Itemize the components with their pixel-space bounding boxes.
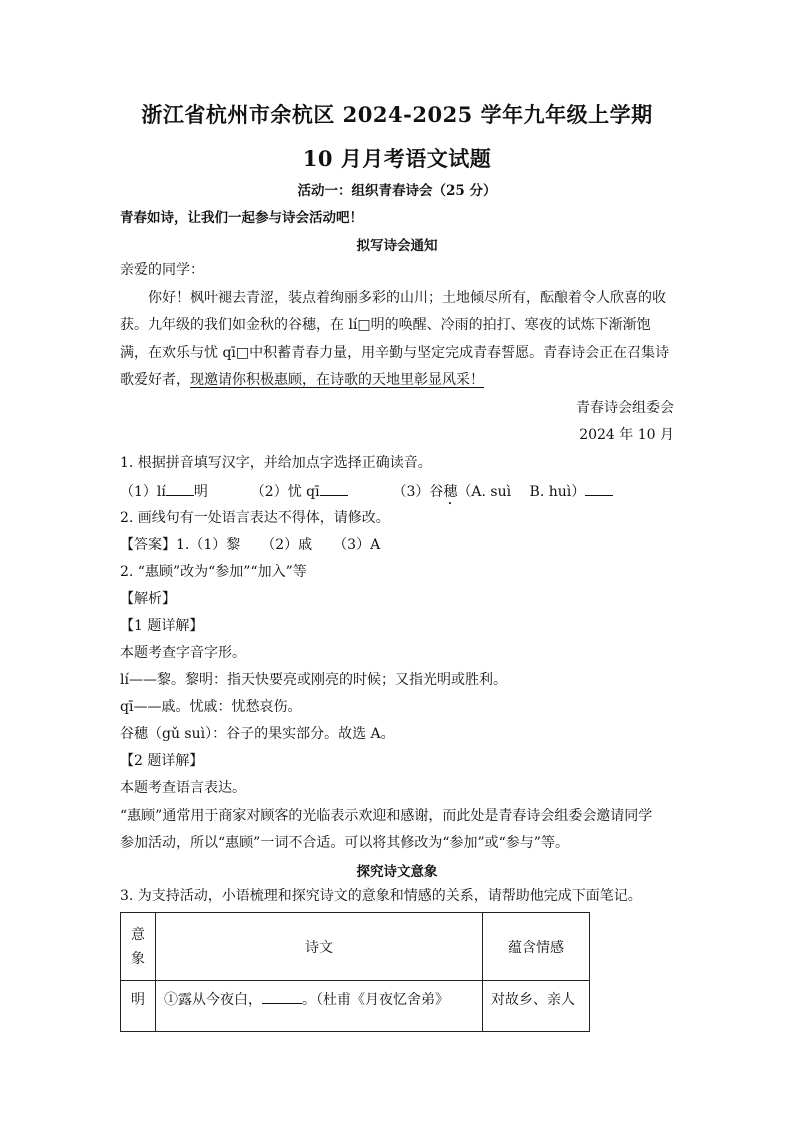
q1-part1-suffix: 明 <box>193 484 208 500</box>
notice-line-4-plain: 歌爱好者， <box>120 372 190 388</box>
answer-label: 【答案】 <box>120 537 176 553</box>
analysis-q1-label: 【1 题详解】 <box>120 618 204 634</box>
q1-part1-blank <box>166 481 194 496</box>
poem-suffix: 。（杜甫《月夜忆舍弟》 <box>302 992 449 1008</box>
notice-line-3: 满，在欢乐与忧 qī□中积蓄青春力量，用辛勤与坚定完成青春誓愿。青春诗会正在召集诗 <box>120 345 670 361</box>
table-row <box>121 981 590 1032</box>
answer-line-1 <box>120 536 380 554</box>
notice-date: 2024 年 10 月 <box>579 427 674 443</box>
question-1: 1. 根据拼音填写汉字，并给加点字选择正确读音。 <box>120 455 432 471</box>
analysis-q2-line: 本题考查语言表达。 <box>120 780 246 796</box>
notice-line-4 <box>120 371 484 389</box>
analysis-label: 【解析】 <box>120 591 176 607</box>
analysis-q2-line: 参加活动，所以“惠顾”一词不合适。可以将其修改为“参加”或“参与”等。 <box>120 835 569 851</box>
answer-text-1: 1.（1）黎 （2）戚 （3）A <box>176 537 381 553</box>
page-title-line2: 10 月月考语文试题 <box>302 146 492 171</box>
notice-line-1: 你好！枫叶褪去青涩，装点着绚丽多彩的山川；土地倾尽所有，酝酿着令人欣喜的收 <box>148 290 666 306</box>
q1-part2-label: （2）忧 qī <box>250 484 320 500</box>
page-title-line1: 浙江省杭州市余杭区 2024-2025 学年九年级上学期 <box>141 102 653 127</box>
q1-part2-blank <box>320 481 348 496</box>
table-cell: 对故乡、亲人 <box>483 981 590 1032</box>
q1-part3-options: （A. suì B. huì） <box>457 484 586 500</box>
answer-line-2: 2. “惠顾”改为“参加”“加入”等 <box>120 564 307 580</box>
analysis-q2-label: 【2 题详解】 <box>120 753 204 769</box>
header-imagery: 意象 <box>131 926 145 967</box>
notice-signature: 青春诗会组委会 <box>576 400 674 416</box>
activity1-intro: 青春如诗，让我们一起参与诗会活动吧！ <box>120 210 363 226</box>
table-header-cell <box>121 913 156 981</box>
notice-greeting: 亲爱的同学： <box>120 262 204 278</box>
question-3: 3. 为支持活动，小语梳理和探究诗文的意象和情感的关系，请帮助他完成下面笔记。 <box>120 888 642 904</box>
activity1-heading: 活动一：组织青春诗会（25 分） <box>297 183 497 199</box>
analysis-q1-line: 本题考查字音字形。 <box>120 645 246 661</box>
q1-part3-label: （3）谷 <box>392 484 444 500</box>
analysis-q2-line: “惠顾”通常用于商家对顾客的光临表示欢迎和感谢，而此处是青春诗会组委会邀请同学 <box>120 808 653 824</box>
notice-line-2: 获。九年级的我们如金秋的谷穗，在 lí□明的唤醒、冷雨的拍打、寒夜的试炼下渐渐饱 <box>120 317 651 333</box>
table-header-cell: 蕴含情感 <box>483 913 590 981</box>
poem-prefix: ①露从今夜白， <box>164 992 262 1008</box>
underlined-sentence: 现邀请你积极惠顾，在诗歌的天地里彰显风采！ <box>190 372 484 388</box>
question-2: 2. 画线句有一处语言表达不得体，请修改。 <box>120 510 390 526</box>
table-cell: 明 <box>121 981 156 1032</box>
q1-part1-label: （1）lí <box>120 484 166 500</box>
q1-part3-blank <box>585 481 613 496</box>
question-1-parts <box>120 481 613 508</box>
imagery-table <box>120 912 590 1032</box>
analysis-q1-line: lí——黎。黎明：指天快要亮或刚亮的时候；又指光明或胜利。 <box>120 672 507 688</box>
q1-part3-dotted-char: 穗 <box>443 484 458 500</box>
analysis-q1-line: qī——戚。忧戚：忧愁哀伤。 <box>120 699 302 715</box>
section2-heading: 探究诗文意象 <box>356 864 438 880</box>
notice-heading: 拟写诗会通知 <box>356 238 438 254</box>
analysis-q1-line: 谷穗（gǔ suì）：谷子的果实部分。故选 A。 <box>120 726 395 742</box>
table-cell <box>156 981 483 1032</box>
table-header-cell: 诗文 <box>156 913 483 981</box>
table-header-row <box>121 913 590 981</box>
poem-blank <box>262 989 302 1004</box>
